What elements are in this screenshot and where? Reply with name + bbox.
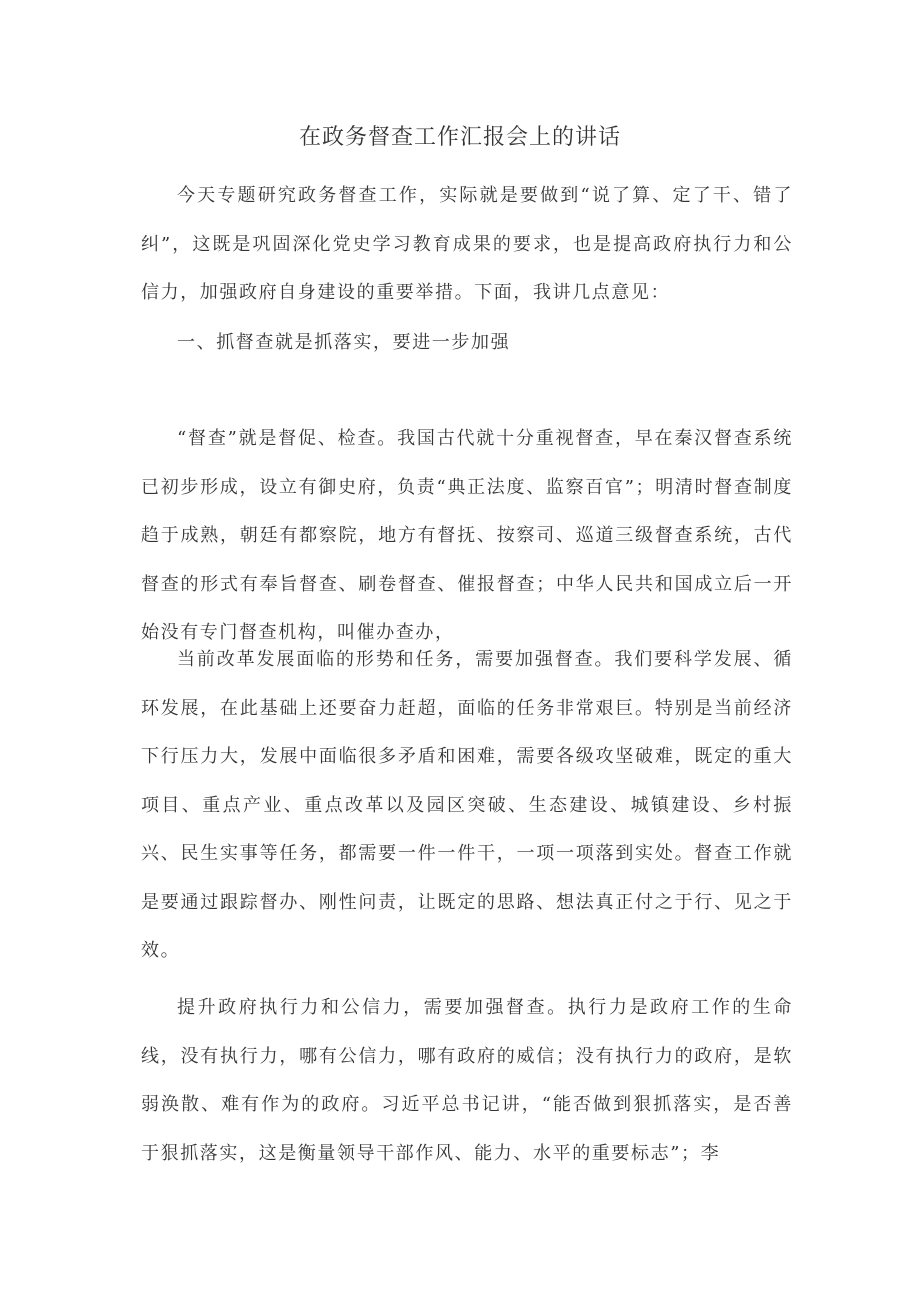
section-heading-1: 一、抓督查就是抓落实，要进一步加强: [177, 332, 511, 353]
paragraph-history: “督查”就是督促、检查。我国古代就十分重视督查，早在秦汉督查系统已初步形成，设立有御史府，负责“典正法度、监察百官”；明清时督查制度趋于成熟，朝廷有都察院，地方有督抚、按察司、巡道三级督查系统，古代督查的形式有奉旨督查、刷卷督查、催报督查；中华人民共和国成立后一开始没有专门督查机构，叫催办查办，: [141, 428, 793, 643]
paragraph-intro: 今天专题研究政务督查工作，实际就是要做到“说了算、定了干、错了纠”，这既是巩固深化党史学习教育成果的要求，也是提高政府执行力和公信力，加强政府自身建设的重要举措。下面，我讲几点意见：: [141, 185, 793, 303]
paragraph-reform: 当前改革发展面临的形势和任务，需要加强督查。我们要科学发展、循环发展，在此基础上还要奋力赶超，面临的任务非常艰巨。特别是当前经济下行压力大，发展中面临很多矛盾和困难，需要各级攻坚破难，既定的重大项目、重点产业、重点改革以及园区突破、生态建设、城镇建设、乡村振兴、民生实事等任务，都需要一件一件干，一项一项落到实处。督查工作就是要通过跟踪督办、刚性问责，让既定的思路、想法真正付之于行、见之于效。: [141, 649, 793, 961]
document-title: 在政务督查工作汇报会上的讲话: [298, 125, 621, 150]
paragraph-execution: 提升政府执行力和公信力，需要加强督查。执行力是政府工作的生命线，没有执行力，哪有公信力，哪有政府的威信；没有执行力的政府，是软弱涣散、难有作为的政府。习近平总书记讲，“能否做到狠抓落实，是否善于狠抓落实，这是衡量领导干部作风、能力、水平的重要标志”；李: [141, 997, 793, 1164]
